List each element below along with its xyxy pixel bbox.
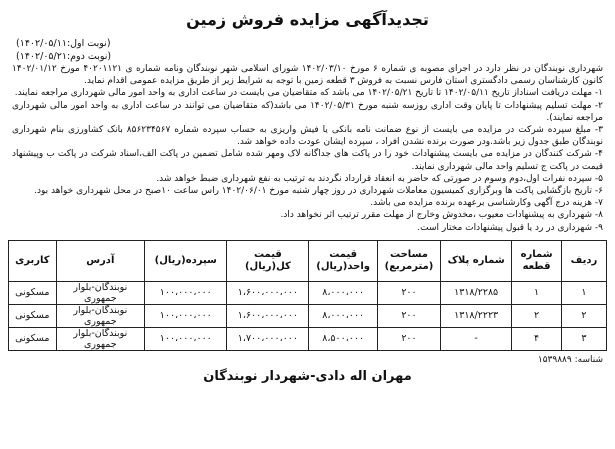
notice-page <box>8 4 607 445</box>
cell-row-number: ۳ <box>561 327 606 350</box>
table-row <box>9 327 607 350</box>
header-row-number: ردیف <box>561 240 606 281</box>
cell-unit-price: ۸،۰۰۰،۰۰۰ <box>309 281 378 304</box>
cell-plak-number: ۱۳۱۸/۲۲۸۵ <box>440 281 511 304</box>
condition-6: ۶- تاریخ بازگشایی پاکت ها وبرگزاری کمیسیون معاملات شهرداری در روز چهار شنبه مورخ ۱۴۰۲/۰۶/۰۱ راس ساعت ۱۰صبح در محل شهرداری خواهد بود. <box>34 186 603 197</box>
cell-usage: مسکونی <box>9 327 57 350</box>
cell-usage: مسکونی <box>9 304 57 327</box>
notice-identifier: شناسه: ۱۵۳۹۸۸۹ <box>537 354 603 365</box>
intro-paragraph: شهرداری نوبندگان در نظر دارد در اجرای مصوبه ی شماره ۶ مورخ ۱۴۰۲/۰۳/۱۰ شورای اسلامی شهر نوبندگان ونامه شماره ی ۴۰۲۰۱۱۲۱ مورخ ۱۴۰۲/۰۱/۱۲ کانون کارشناسان رسمی دادگستری استان فارس نسبت به فروش ۳ قطعه زمین با توجه به شرایط زیر از طریق مزایده عمومی اقدام نماید. <box>12 64 603 87</box>
cell-address: نوبندگان-بلوار جمهوری <box>56 327 144 350</box>
header-total-price: قیمت کل(ریال) <box>227 240 309 281</box>
condition-3: ۳- مبلغ سپرده شرکت در مزایده می بایست از نوع ضمانت نامه بانکی یا فیش واریزی به حساب سپرده شماره ۸۵۶۲۳۴۵۶۷ بانک کشاورزی بنام شهرداری نوبندگان طبق جدول زیر باشد.ودر صورت برنده نشدن افراد ، سپرده ایشان عودت داده خواهد شد. <box>12 125 603 148</box>
second-publication-date: (نوبت دوم:۱۴۰۲/۰۵/۲۱) <box>16 51 112 62</box>
cell-area: ۲۰۰ <box>378 281 441 304</box>
header-deposit: سپرده(ریال) <box>145 240 227 281</box>
condition-8: ۸- شهرداری به پیشنهادات معیوب ،مخدوش وخارج از مهلت مقرر ترتیب اثر نخواهد داد. <box>280 210 603 221</box>
notice-body <box>8 63 607 234</box>
cell-row-number: ۱ <box>561 281 606 304</box>
cell-area: ۲۰۰ <box>378 327 441 350</box>
condition-7: ۷- هزینه درج آگهی وکارشناسی برعهده برنده مزایده می باشد. <box>370 198 603 209</box>
header-unit-price: قیمت واحد(ریال) <box>309 240 378 281</box>
cell-usage: مسکونی <box>9 281 57 304</box>
table-row <box>9 281 607 304</box>
cell-total-price: ۱،۶۰۰،۰۰۰،۰۰۰ <box>227 281 309 304</box>
cell-unit-price: ۸،۰۰۰،۰۰۰ <box>309 304 378 327</box>
header-plak-number: شماره پلاک <box>440 240 511 281</box>
cell-plak-number: - <box>440 327 511 350</box>
cell-parcel-number: ۲ <box>512 304 562 327</box>
condition-9: ۹- شهرداری در رد یا قبول پیشنهادات مختار است. <box>417 222 603 233</box>
publication-dates <box>12 37 156 63</box>
condition-1: ۱- مهلت دریافت اسناداز تاریخ ۱۴۰۲/۰۵/۱۱ تا تاریخ ۱۴۰۲/۰۵/۲۱ می باشد که متقاضیان می بایست در ساعت اداری به واحد امور مالی شهرداری مراجعه نمایند. <box>14 88 603 99</box>
cell-parcel-number: ۱ <box>512 281 562 304</box>
cell-unit-price: ۸،۵۰۰،۰۰۰ <box>309 327 378 350</box>
cell-parcel-number: ۴ <box>512 327 562 350</box>
cell-total-price: ۱،۷۰۰،۰۰۰،۰۰۰ <box>227 327 309 350</box>
table-row <box>9 304 607 327</box>
mayor-signature: مهران اله دادی-شهردار نوبندگان <box>203 368 412 384</box>
condition-2: ۲- مهلت تسلیم پیشنهادات تا پایان وقت اداری روزسه شنبه مورخ ۱۴۰۲/۰۵/۳۱ می باشد(که متقاضیان می توانند در ساعت اداری به واحد امور مالی شهرداری مراجعه نمایند). <box>12 100 604 123</box>
cell-total-price: ۱،۶۰۰،۰۰۰،۰۰۰ <box>227 304 309 327</box>
table-header-row <box>9 240 607 281</box>
header-address: آدرس <box>56 240 144 281</box>
cell-deposit: ۱۰۰،۰۰۰،۰۰۰ <box>145 304 227 327</box>
header-parcel-number: شماره قطعه <box>512 240 562 281</box>
header-usage: کاربری <box>9 240 57 281</box>
cell-deposit: ۱۰۰،۰۰۰،۰۰۰ <box>145 327 227 350</box>
cell-deposit: ۱۰۰،۰۰۰،۰۰۰ <box>145 281 227 304</box>
header-area: مساحت (مترمربع) <box>378 240 441 281</box>
condition-4: ۴- شرکت کنندگان در مزایده می بایست پیشنهادات خود را در پاکت های جداگانه لاک ومهر شده شامل تضمین در پاکت الف،اسناد شرکت در پاکت ب وپیشنهاد قیمت در پاکت ج تسلیم واحد مالی شهرداری نمایند. <box>12 149 603 172</box>
cell-area: ۲۰۰ <box>378 304 441 327</box>
cell-address: نوبندگان-بلوار جمهوری <box>56 304 144 327</box>
cell-row-number: ۲ <box>561 304 606 327</box>
land-parcels-table <box>8 240 607 351</box>
cell-plak-number: ۱۳۱۸/۲۲۲۳ <box>440 304 511 327</box>
first-publication-date: (نوبت اول:۱۴۰۲/۰۵/۱۱) <box>16 38 111 49</box>
notice-title: تجدیدآگهی مزایده فروش زمین <box>186 10 429 29</box>
cell-address: نوبندگان-بلوار جمهوری <box>56 281 144 304</box>
condition-5: ۵- سپرده نفرات اول،دوم وسوم در صورتی که حاضر به انعقاد قرارداد نگردند به ترتیب به نفع شهرداری ضبط خواهد شد. <box>156 173 603 184</box>
